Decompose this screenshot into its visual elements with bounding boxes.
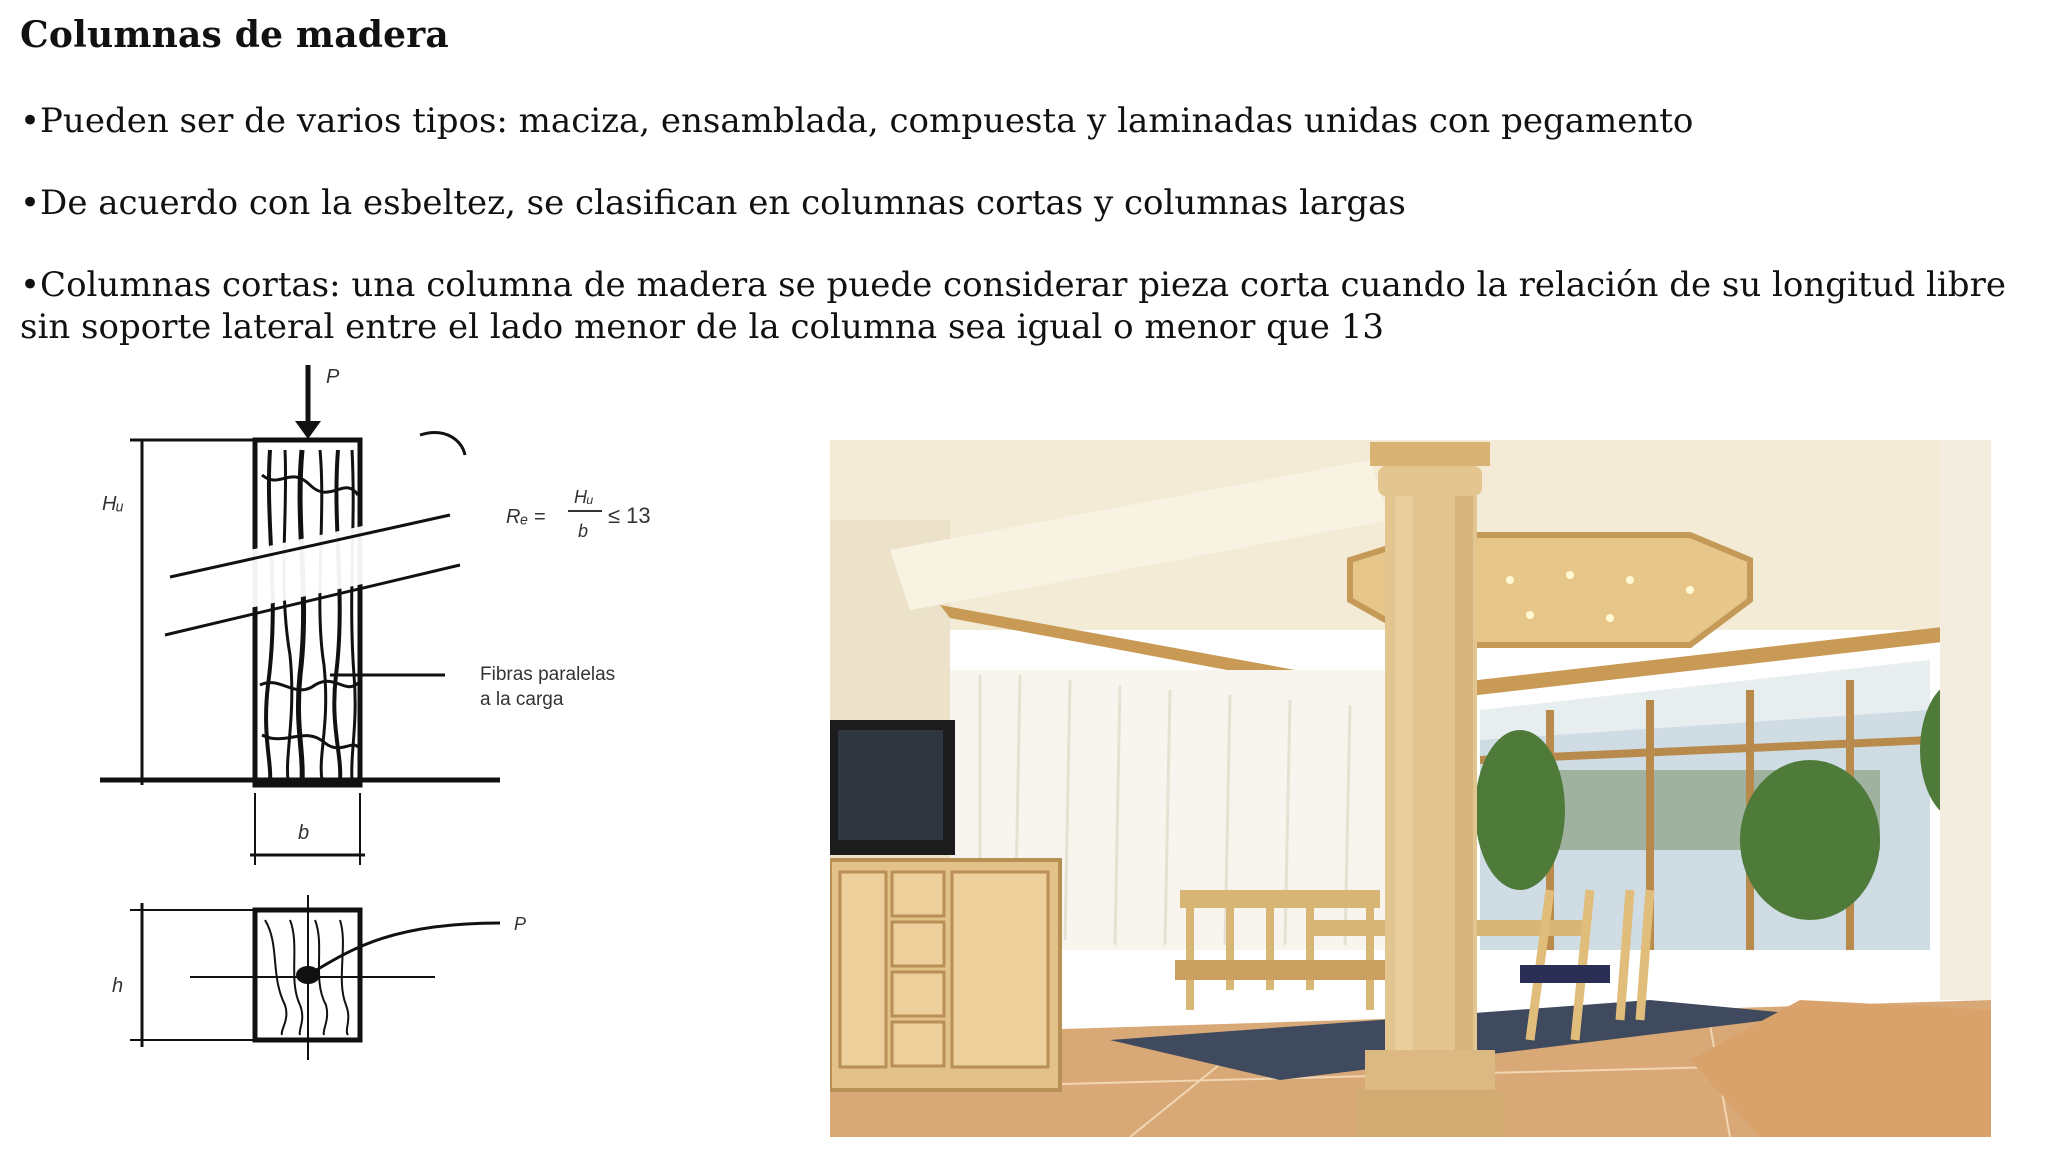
formula-denominator: b <box>578 521 589 541</box>
bullet-short-columns: •Columnas cortas: una columna de madera se puede considerar pieza corta cuando la relación de su longitud libre sin soporte lateral entre el lado menor de la columna sea igual o menor que 13 <box>20 265 2006 347</box>
fibers-label-line2: a la carga <box>480 689 564 710</box>
load-arrowhead <box>295 421 321 439</box>
bullet-types: •Pueden ser de varios tipos: maciza, ensamblada, compuesta y laminadas unidas con pegamento <box>20 101 1694 141</box>
interior-illustration <box>830 440 1991 1137</box>
width-label: b <box>298 822 310 844</box>
slide-title: Columnas de madera <box>20 14 449 56</box>
interior-photo <box>830 440 1991 1137</box>
formula-numerator: Hᵤ <box>574 487 594 507</box>
column-diagram <box>90 355 690 1075</box>
formula-lhs: Rₑ = <box>506 506 546 528</box>
fibers-label-line1: Fibras paralelas <box>480 664 616 685</box>
section-height-label: h <box>112 975 124 997</box>
bullet-slenderness: •De acuerdo con la esbeltez, se clasifican en columnas cortas y columnas largas <box>20 183 1406 223</box>
load-label: P <box>326 366 340 388</box>
slenderness-formula <box>506 487 651 541</box>
formula-rhs: ≤ 13 <box>608 503 651 528</box>
cross-section <box>190 895 500 1060</box>
section-load-label: P <box>514 914 527 934</box>
wood-column-elevation <box>165 440 460 785</box>
height-label: Hᵤ <box>102 493 124 515</box>
